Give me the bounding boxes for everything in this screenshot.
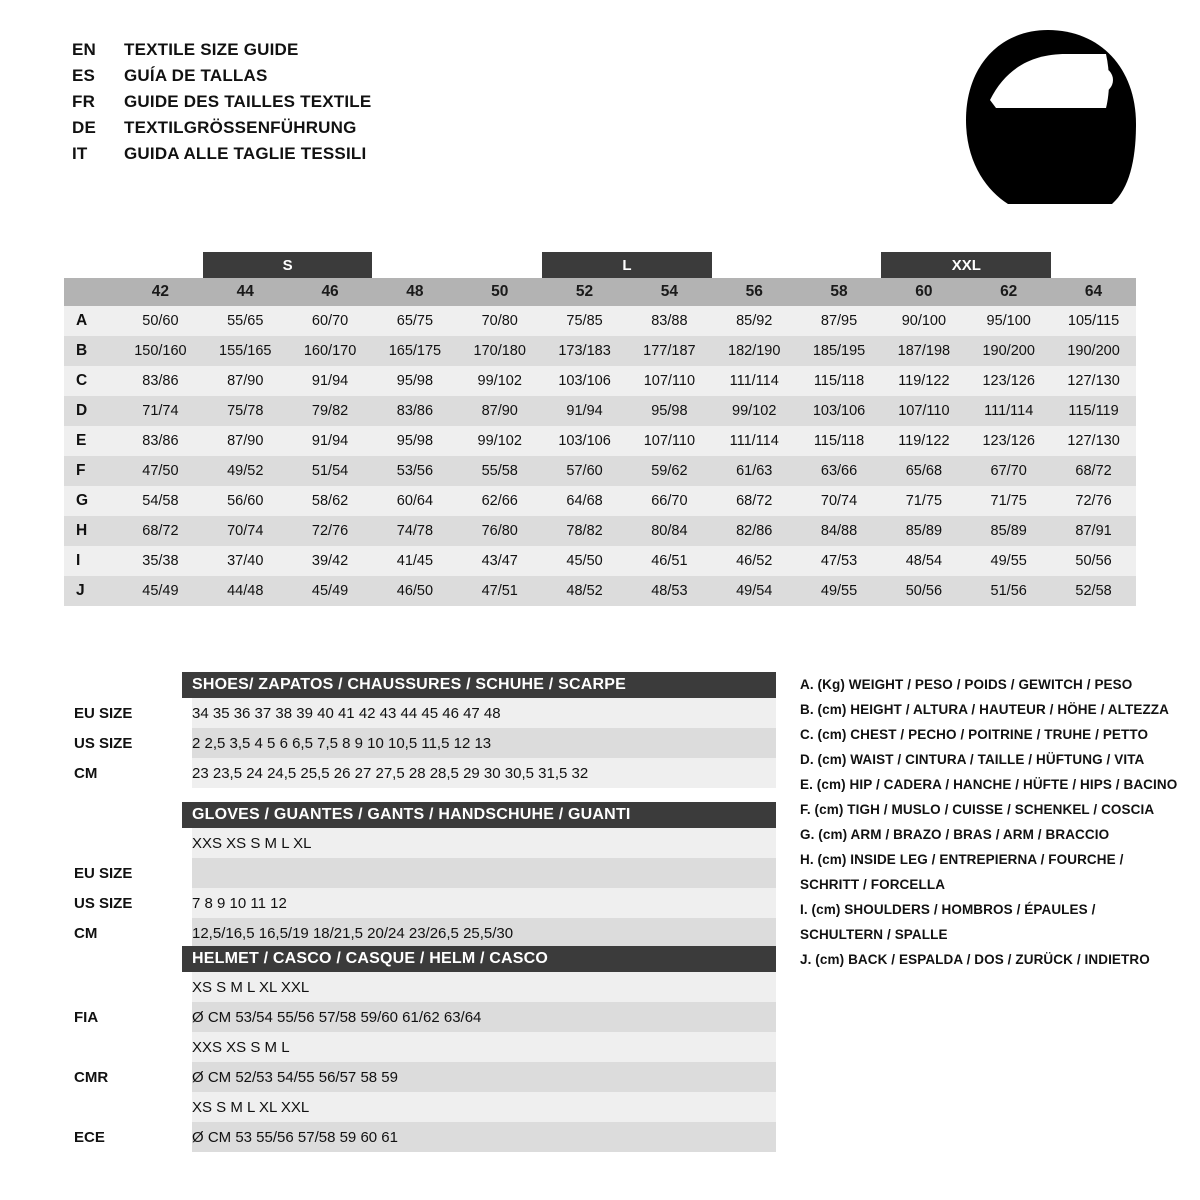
helmet-label-blank-3 [64,1092,192,1122]
cell-j-64: 52/58 [1051,576,1136,606]
legend-line-j: J. (cm) BACK / ESPALDA / DOS / ZURÜCK / INDIETRO [800,952,1150,967]
title-row-it [72,144,371,170]
shoes-values-us: 2 2,5 3,5 4 5 6 6,5 7,5 8 9 10 10,5 11,5 12 13 [192,728,776,758]
group-xl: XL [787,256,807,274]
table-row [64,306,1136,336]
helmet-label-cmr: CMR [64,1062,192,1092]
cell-a-46: 60/70 [288,306,373,336]
cell-f-48: 53/56 [372,456,457,486]
title-text-it: GUIDA ALLE TAGLIE TESSILI [124,144,367,163]
cell-b-62: 190/200 [966,336,1051,366]
cell-h-54: 80/84 [627,516,712,546]
cell-i-64: 50/56 [1051,546,1136,576]
shoes-values-cm: 23 23,5 24 24,5 25,5 26 27 27,5 28 28,5 29 30 30,5 31,5 32 [192,758,776,788]
gloves-label-eu: EU SIZE [64,858,192,888]
cell-h-44: 70/74 [203,516,288,546]
helmet-table [64,972,776,1152]
group-xxl: XXL [881,252,1051,278]
cell-j-52: 48/52 [542,576,627,606]
table-row [64,456,1136,486]
cell-e-64: 127/130 [1051,426,1136,456]
cell-e-56: 111/114 [712,426,797,456]
cell-b-42: 150/160 [118,336,203,366]
cell-a-52: 75/85 [542,306,627,336]
title-text-es: GUÍA DE TALLAS [124,66,268,85]
cell-j-44: 44/48 [203,576,288,606]
gloves-header: GLOVES / GUANTES / GANTS / HANDSCHUHE / GUANTI [182,802,776,828]
cell-f-50: 55/58 [457,456,542,486]
cell-g-54: 66/70 [627,486,712,516]
size-header-46: 46 [288,278,373,306]
cell-i-46: 39/42 [288,546,373,576]
row-label-i: I [64,546,118,576]
cell-a-50: 70/80 [457,306,542,336]
cell-g-56: 68/72 [712,486,797,516]
gloves-label-blank [64,828,192,858]
legend-line-d: D. (cm) WAIST / CINTURA / TAILLE / HÜFTUNG / VITA [800,752,1145,767]
title-row-es [72,66,371,92]
cell-d-58: 103/106 [797,396,882,426]
shoes-values-eu: 34 35 36 37 38 39 40 41 42 43 44 45 46 47 48 [192,698,776,728]
gloves-section [64,802,776,948]
cell-f-54: 59/62 [627,456,712,486]
group-l: L [542,252,712,278]
racing-helmet-icon [960,28,1140,213]
cell-b-46: 160/170 [288,336,373,366]
cell-h-42: 68/72 [118,516,203,546]
cell-a-58: 87/95 [797,306,882,336]
size-header-44: 44 [203,278,288,306]
shoes-section [64,672,776,788]
cell-a-54: 83/88 [627,306,712,336]
title-lang-de: DE [72,118,97,137]
shoes-header: SHOES/ ZAPATOS / CHAUSSURES / SCHUHE / SCARPE [182,672,776,698]
cell-c-46: 91/94 [288,366,373,396]
cell-f-58: 63/66 [797,456,882,486]
cell-g-46: 58/62 [288,486,373,516]
legend-line-c: C. (cm) CHEST / PECHO / POITRINE / TRUHE / PETTO [800,727,1149,742]
cell-d-48: 83/86 [372,396,457,426]
row-label-c: C [64,366,118,396]
cell-b-44: 155/165 [203,336,288,366]
table-row [64,576,1136,606]
row-label-j: J [64,576,118,606]
cell-i-44: 37/40 [203,546,288,576]
legend-line-h-cont: SCHRITT / FORCELLA [800,877,946,892]
cell-g-50: 62/66 [457,486,542,516]
row-label-a: A [64,306,118,336]
cell-b-54: 177/187 [627,336,712,366]
title-block [72,40,371,170]
cell-e-50: 99/102 [457,426,542,456]
cell-d-60: 107/110 [881,396,966,426]
cell-j-42: 45/49 [118,576,203,606]
shoes-row-us [64,728,776,758]
helmet-values-ece: Ø CM 53 55/56 57/58 59 60 61 [192,1122,776,1152]
cell-i-56: 46/52 [712,546,797,576]
legend-line-i-cont: SCHULTERN / SPALLE [800,927,948,942]
gloves-values-eu [192,858,776,888]
gloves-label-us: US SIZE [64,888,192,918]
title-row-de [72,118,371,144]
cell-j-54: 48/53 [627,576,712,606]
cell-a-56: 85/92 [712,306,797,336]
row-label-h: H [64,516,118,546]
legend-line-e: E. (cm) HIP / CADERA / HANCHE / HÜFTE / HIPS / BACINO [800,777,1178,792]
cell-d-56: 99/102 [712,396,797,426]
size-header-54: 54 [627,278,712,306]
helmet-row-ece [64,1122,776,1152]
cell-f-52: 57/60 [542,456,627,486]
cell-e-42: 83/86 [118,426,203,456]
group-empty-right [1051,252,1136,278]
legend-line-g: G. (cm) ARM / BRAZO / BRAS / ARM / BRACCIO [800,827,1110,842]
gloves-row-eu [64,858,776,888]
cell-b-50: 170/180 [457,336,542,366]
cell-j-50: 47/51 [457,576,542,606]
legend-line-f: F. (cm) TIGH / MUSLO / CUISSE / SCHENKEL / COSCIA [800,802,1155,817]
gloves-row-cm [64,918,776,948]
title-text-de: TEXTILGRÖSSENFÜHRUNG [124,118,357,137]
cell-c-64: 127/130 [1051,366,1136,396]
cell-f-56: 61/63 [712,456,797,486]
cell-c-54: 107/110 [627,366,712,396]
title-lang-it: IT [72,144,88,163]
cell-g-64: 72/76 [1051,486,1136,516]
cell-i-48: 41/45 [372,546,457,576]
cell-j-48: 46/50 [372,576,457,606]
title-text-en: TEXTILE SIZE GUIDE [124,40,299,59]
cell-f-42: 47/50 [118,456,203,486]
cell-d-42: 71/74 [118,396,203,426]
row-label-e: E [64,426,118,456]
cell-c-50: 99/102 [457,366,542,396]
helmet-values-fia-sizes: XS S M L XL XXL [192,972,776,1002]
cell-c-42: 83/86 [118,366,203,396]
cell-j-46: 45/49 [288,576,373,606]
cell-a-42: 50/60 [118,306,203,336]
helmet-row-fia [64,1002,776,1032]
helmet-label-fia: FIA [64,1002,192,1032]
title-lang-fr: FR [72,92,96,111]
size-header-62: 62 [966,278,1051,306]
gloves-label-cm: CM [64,918,192,948]
cell-i-54: 46/51 [627,546,712,576]
cell-a-44: 55/65 [203,306,288,336]
shoes-row-eu [64,698,776,728]
cell-a-62: 95/100 [966,306,1051,336]
table-row [64,546,1136,576]
cell-g-62: 71/75 [966,486,1051,516]
gloves-values-sizes: XXS XS S M L XL [192,828,776,858]
gloves-values-us: 7 8 9 10 11 12 [192,888,776,918]
helmet-row-cmr [64,1062,776,1092]
table-row [64,516,1136,546]
group-empty-left [64,252,118,278]
cell-j-60: 50/56 [881,576,966,606]
cell-i-62: 49/55 [966,546,1051,576]
cell-e-52: 103/106 [542,426,627,456]
row-label-d: D [64,396,118,426]
cell-e-58: 115/118 [797,426,882,456]
gloves-row-sizes [64,828,776,858]
legend-line-i: I. (cm) SHOULDERS / HOMBROS / ÉPAULES / [800,902,1096,917]
size-header-corner [64,278,118,306]
cell-d-44: 75/78 [203,396,288,426]
cell-e-44: 87/90 [203,426,288,456]
helmet-values-fia: Ø CM 53/54 55/56 57/58 59/60 61/62 63/64 [192,1002,776,1032]
size-header-row [64,278,1136,306]
title-row-fr [72,92,371,118]
cell-e-54: 107/110 [627,426,712,456]
cell-c-56: 111/114 [712,366,797,396]
cell-h-60: 85/89 [881,516,966,546]
group-header-row [64,252,1136,278]
cell-c-44: 87/90 [203,366,288,396]
cell-i-52: 45/50 [542,546,627,576]
cell-e-60: 119/122 [881,426,966,456]
cell-h-46: 72/76 [288,516,373,546]
cell-g-48: 60/64 [372,486,457,516]
helmet-values-ece-sizes: XS S M L XL XXL [192,1092,776,1122]
table-row [64,366,1136,396]
main-size-table [64,252,1136,606]
gloves-row-us [64,888,776,918]
size-header-42: 42 [118,278,203,306]
group-s: S [203,252,373,278]
cell-g-42: 54/58 [118,486,203,516]
shoes-label-cm: CM [64,758,192,788]
gloves-values-cm: 12,5/16,5 16,5/19 18/21,5 20/24 23/26,5 25,5/30 [192,918,776,948]
cell-f-60: 65/68 [881,456,966,486]
cell-b-60: 187/198 [881,336,966,366]
cell-d-52: 91/94 [542,396,627,426]
cell-h-62: 85/89 [966,516,1051,546]
cell-f-44: 49/52 [203,456,288,486]
row-label-b: B [64,336,118,366]
cell-a-48: 65/75 [372,306,457,336]
main-table-body [64,306,1136,606]
shoes-label-us: US SIZE [64,728,192,758]
cell-e-62: 123/126 [966,426,1051,456]
helmet-label-blank-1 [64,972,192,1002]
cell-d-46: 79/82 [288,396,373,426]
cell-d-64: 115/119 [1051,396,1136,426]
title-lang-es: ES [72,66,96,85]
size-header-60: 60 [881,278,966,306]
cell-e-48: 95/98 [372,426,457,456]
cell-b-64: 190/200 [1051,336,1136,366]
size-header-48: 48 [372,278,457,306]
cell-b-56: 182/190 [712,336,797,366]
cell-c-58: 115/118 [797,366,882,396]
helmet-section [64,946,776,1152]
cell-g-52: 64/68 [542,486,627,516]
cell-c-60: 119/122 [881,366,966,396]
row-label-g: G [64,486,118,516]
cell-i-50: 43/47 [457,546,542,576]
table-row [64,396,1136,426]
cell-i-60: 48/54 [881,546,966,576]
shoes-label-eu: EU SIZE [64,698,192,728]
legend-line-a: A. (Kg) WEIGHT / PESO / POIDS / GEWITCH / PESO [800,677,1133,692]
cell-b-58: 185/195 [797,336,882,366]
helmet-header: HELMET / CASCO / CASQUE / HELM / CASCO [182,946,776,972]
cell-d-50: 87/90 [457,396,542,426]
helmet-row-cmr-sizes [64,1032,776,1062]
table-row [64,486,1136,516]
group-m: M [451,256,464,274]
cell-a-64: 105/115 [1051,306,1136,336]
cell-h-56: 82/86 [712,516,797,546]
cell-h-48: 74/78 [372,516,457,546]
cell-g-58: 70/74 [797,486,882,516]
cell-i-42: 35/38 [118,546,203,576]
cell-c-48: 95/98 [372,366,457,396]
cell-j-56: 49/54 [712,576,797,606]
cell-h-64: 87/91 [1051,516,1136,546]
cell-d-54: 95/98 [627,396,712,426]
helmet-label-blank-2 [64,1032,192,1062]
shoes-table [64,698,776,788]
title-text-fr: GUIDE DES TAILLES TEXTILE [124,92,372,111]
cell-e-46: 91/94 [288,426,373,456]
shoes-row-cm [64,758,776,788]
legend-line-b: B. (cm) HEIGHT / ALTURA / HAUTEUR / HÖHE / ALTEZZA [800,702,1169,717]
helmet-label-ece: ECE [64,1122,192,1152]
cell-d-62: 111/114 [966,396,1051,426]
helmet-values-cmr-sizes: XXS XS S M L [192,1032,776,1062]
table-row [64,336,1136,366]
cell-b-48: 165/175 [372,336,457,366]
cell-h-52: 78/82 [542,516,627,546]
cell-f-62: 67/70 [966,456,1051,486]
size-header-64: 64 [1051,278,1136,306]
cell-f-46: 51/54 [288,456,373,486]
title-row-en [72,40,371,66]
cell-f-64: 68/72 [1051,456,1136,486]
cell-g-60: 71/75 [881,486,966,516]
cell-c-62: 123/126 [966,366,1051,396]
helmet-row-ece-sizes [64,1092,776,1122]
helmet-row-fia-sizes [64,972,776,1002]
cell-g-44: 56/60 [203,486,288,516]
row-label-f: F [64,456,118,486]
cell-j-62: 51/56 [966,576,1051,606]
legend-line-h: H. (cm) INSIDE LEG / ENTREPIERNA / FOURCHE / [800,852,1124,867]
cell-j-58: 49/55 [797,576,882,606]
size-header-58: 58 [797,278,882,306]
table-row [64,426,1136,456]
measurement-legend [800,672,1180,972]
cell-c-52: 103/106 [542,366,627,396]
size-header-56: 56 [712,278,797,306]
cell-h-50: 76/80 [457,516,542,546]
gloves-table [64,828,776,948]
size-header-52: 52 [542,278,627,306]
cell-a-60: 90/100 [881,306,966,336]
cell-i-58: 47/53 [797,546,882,576]
title-lang-en: EN [72,40,97,59]
size-header-50: 50 [457,278,542,306]
cell-b-52: 173/183 [542,336,627,366]
group-42 [118,252,203,278]
helmet-values-cmr: Ø CM 52/53 54/55 56/57 58 59 [192,1062,776,1092]
cell-h-58: 84/88 [797,516,882,546]
